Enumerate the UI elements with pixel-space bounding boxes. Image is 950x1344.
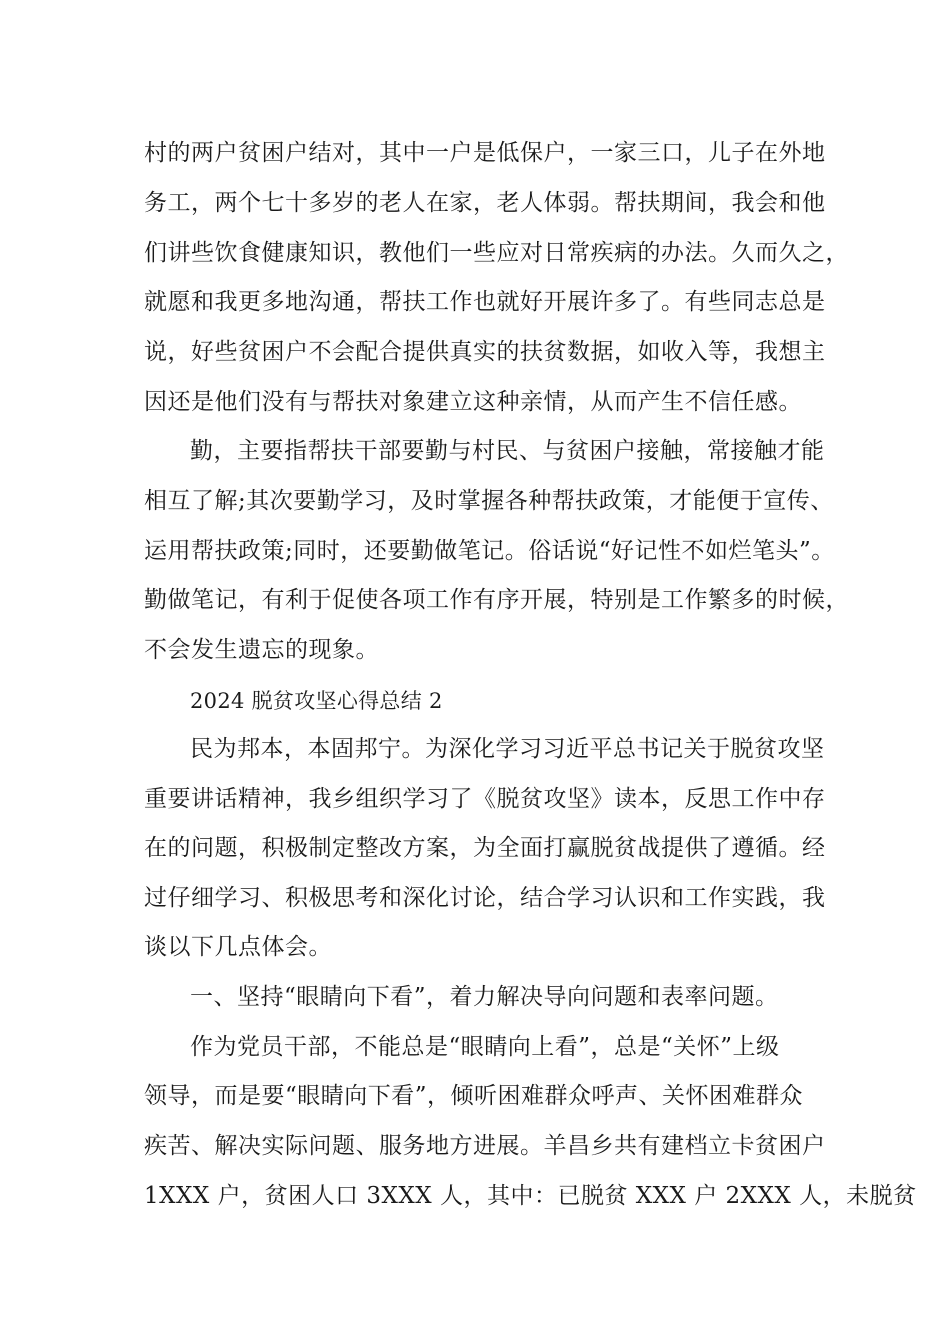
paragraph-4-line-3: 疾苦、解决实际问题、服务地方进展。羊昌乡共有建档立卡贫困户 (144, 1133, 826, 1159)
paragraph-2-line-5: 不会发生遗忘的现象。 (144, 637, 379, 663)
paragraph-4-line-1: 作为党员干部，不能总是“眼睛向上看”，总是“关怀”上级 (190, 1034, 780, 1060)
paragraph-1-line-4: 就愿和我更多地沟通，帮扶工作也就好开展许多了。有些同志总是 (144, 289, 826, 315)
paragraph-1-line-1: 村的两户贫困户结对，其中一户是低保户，一家三口，儿子在外地 (144, 140, 826, 166)
paragraph-4-line-4: 1XXX 户，贫困人口 3XXX 人，其中：已脱贫 XXX 户 2XXX 人，未脱贫 (144, 1183, 917, 1209)
point-one-line: 一、坚持“眼睛向下看”，着力解决导向问题和表率问题。 (190, 984, 779, 1010)
paragraph-2-line-1: 勤，主要指帮扶干部要勤与村民、与贫困户接触，常接触才能 (190, 438, 825, 464)
paragraph-2-line-2: 相互了解;其次要勤学习，及时掌握各种帮扶政策，才能便于宣传、 (144, 488, 834, 514)
paragraph-3-line-3: 在的问题，积极制定整改方案，为全面打赢脱贫战提供了遵循。经 (144, 835, 826, 861)
paragraph-2-line-4: 勤做笔记，有利于促使各项工作有序开展，特别是工作繁多的时候， (144, 587, 849, 613)
paragraph-3-line-5: 谈以下几点体会。 (144, 934, 332, 960)
paragraph-4-line-2: 领导，而是要“眼睛向下看”，倾听困难群众呼声、关怀困难群众 (144, 1083, 804, 1109)
paragraph-3-line-1: 民为邦本，本固邦宁。为深化学习习近平总书记关于脱贫攻坚 (190, 736, 825, 762)
paragraph-1-line-3: 们讲些饮食健康知识，教他们一些应对日常疾病的办法。久而久之， (144, 240, 849, 266)
paragraph-1-line-2: 务工，两个七十多岁的老人在家，老人体弱。帮扶期间，我会和他 (144, 190, 826, 216)
paragraph-2-line-3: 运用帮扶政策;同时，还要勤做笔记。俗话说“好记性不如烂笔头”。 (144, 538, 835, 564)
paragraph-1-line-5: 说，好些贫困户不会配合提供真实的扶贫数据，如收入等，我想主 (144, 339, 826, 365)
paragraph-3-line-4: 过仔细学习、积极思考和深化讨论，结合学习认识和工作实践，我 (144, 885, 826, 911)
section-heading: 2024 脱贫攻坚心得总结 2 (190, 689, 443, 713)
paragraph-1-line-6: 因还是他们没有与帮扶对象建立这种亲情，从而产生不信任感。 (144, 389, 802, 415)
paragraph-3-line-2: 重要讲话精神，我乡组织学习了《脱贫攻坚》读本，反思工作中存 (144, 786, 826, 812)
